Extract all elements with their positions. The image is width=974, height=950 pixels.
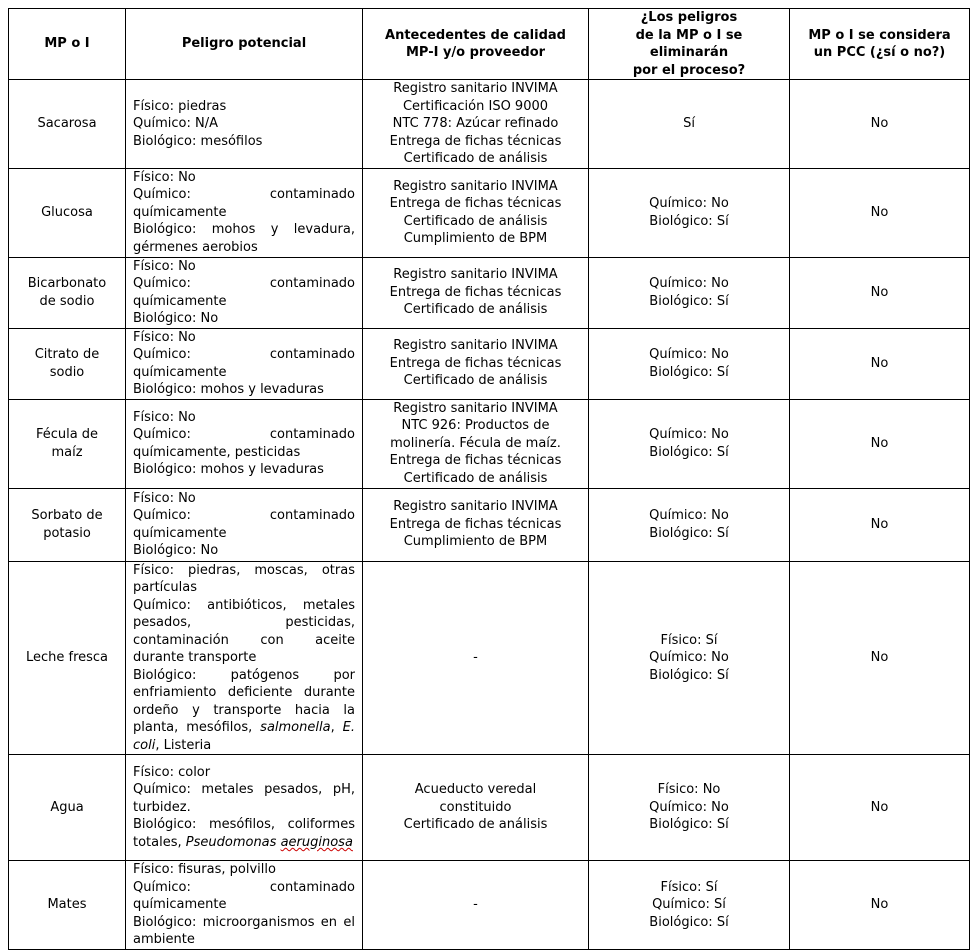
eliminated-cell: [589, 399, 790, 488]
quality-cell-line: Entrega de fichas técnicas: [389, 284, 562, 300]
quality-cell-line: Certificación ISO 9000: [402, 98, 549, 114]
hazard-text: Biológico: microorganismos en el ambiente: [133, 914, 355, 947]
material-cell: [9, 328, 126, 399]
hazard-cell: [126, 561, 363, 755]
hazard-cell: [126, 861, 363, 950]
hazard-item: [133, 816, 355, 851]
quality-cell-line: Registro sanitario INVIMA: [393, 400, 558, 416]
hazard-text: Químico: contaminado químicamente: [133, 879, 355, 912]
material-cell-line: Sorbato de: [31, 508, 103, 523]
material-cell-line: Fécula de: [35, 427, 99, 442]
eliminated-cell: [589, 861, 790, 950]
quality-cell-line: Certificado de análisis: [403, 151, 548, 166]
hazard-item: [133, 861, 355, 879]
hazard-text: Químico: contaminado químicamente: [133, 347, 355, 380]
quality-cell-line: Registro sanitario INVIMA: [393, 81, 558, 96]
material-cell-line: potasio: [43, 525, 91, 541]
hazard-item: [133, 781, 355, 816]
hazard-text: Físico: piedras: [133, 98, 227, 114]
header-hazards-eliminated: [589, 9, 790, 80]
header-line: de la MP o I se: [635, 27, 743, 43]
eliminated-cell-line: Físico: Sí: [660, 879, 718, 895]
hazard-item: [133, 764, 355, 782]
scientific-name: salmonella: [260, 720, 331, 735]
material-cell-line: maíz: [51, 444, 83, 460]
quality-cell-line: Registro sanitario INVIMA: [393, 178, 558, 194]
quality-cell-line: Registro sanitario INVIMA: [393, 499, 558, 515]
quality-cell: [363, 399, 589, 488]
quality-cell-line: Registro sanitario INVIMA: [393, 338, 558, 354]
quality-cell-line: Certificado de análisis: [403, 817, 548, 833]
eliminated-cell: [589, 328, 790, 399]
quality-cell: [363, 257, 589, 328]
hazard-text: Biológico: mesófilos, coliformes totales,: [133, 817, 355, 850]
table-row: [9, 399, 970, 488]
hazard-item: [133, 329, 355, 347]
scientific-name: Pseudomonas: [185, 834, 281, 850]
header-row: [9, 9, 970, 80]
hazard-text: Químico: contaminado químicamente, pesticidas: [133, 427, 355, 460]
material-cell-line: de sodio: [39, 293, 95, 309]
header-line: MP-I y/o proveedor: [405, 45, 546, 60]
hazard-text: Biológico: No: [133, 543, 219, 558]
hazard-item: [133, 221, 355, 256]
pcc-cell: No: [790, 328, 970, 399]
header-material: [9, 9, 126, 80]
hazard-item: [133, 346, 355, 381]
hazard-item: [133, 186, 355, 221]
hazard-text: Físico: No: [133, 258, 196, 274]
hazard-item: [133, 542, 355, 560]
quality-cell-line: Cumplimiento de BPM: [403, 534, 548, 550]
hazard-item: [133, 461, 355, 479]
hazard-text: Biológico: mesófilos: [133, 133, 263, 149]
quality-cell: [363, 168, 589, 257]
eliminated-cell-line: Biológico: Sí: [649, 444, 729, 460]
hazard-item: [133, 507, 355, 542]
quality-cell: [363, 80, 589, 169]
material-cell-line: sodio: [49, 364, 85, 380]
hazard-item: [133, 258, 355, 276]
hazard-text: Biológico: No: [133, 311, 219, 326]
pcc-cell: No: [790, 861, 970, 950]
material-cell-line: Bicarbonato: [27, 276, 107, 291]
eliminated-cell-line: Químico: No: [649, 799, 729, 815]
quality-cell-line: Registro sanitario INVIMA: [393, 267, 558, 283]
hazard-cell: [126, 168, 363, 257]
eliminated-cell: [589, 168, 790, 257]
eliminated-cell: [589, 488, 790, 561]
hazard-item: [133, 409, 355, 427]
pcc-cell: No: [790, 561, 970, 755]
eliminated-cell: [589, 80, 790, 169]
quality-cell-line: molinería. Fécula de maíz.: [390, 435, 561, 451]
quality-cell-line: Acueducto veredal: [414, 782, 537, 798]
hazard-text: , Listeria: [155, 737, 212, 753]
hazard-text: Físico: No: [133, 169, 196, 185]
table-row: [9, 80, 970, 169]
pcc-cell: No: [790, 80, 970, 169]
hazard-text: Químico: antibióticos, metales pesados, pesticidas, contaminación con aceite durante transporte: [133, 597, 355, 665]
hazard-cell: [126, 257, 363, 328]
material-cell-line: Agua: [50, 799, 84, 815]
quality-cell-line: -: [473, 650, 478, 665]
scientific-name: aeruginosa: [280, 834, 353, 850]
table-row: [9, 168, 970, 257]
material-cell-line: Sacarosa: [37, 116, 97, 131]
header-line: MP o I: [44, 36, 90, 52]
hazard-cell: [126, 80, 363, 169]
material-cell: [9, 561, 126, 755]
hazard-item: [133, 490, 355, 508]
hazard-text: Químico: metales pesados, pH, turbidez.: [133, 782, 355, 815]
hazard-item: [133, 115, 355, 133]
scientific-name: E. coli: [133, 720, 355, 753]
hazard-text: Biológico: mohos y levaduras: [133, 382, 324, 397]
material-cell: [9, 257, 126, 328]
quality-cell-line: Entrega de fichas técnicas: [389, 355, 562, 371]
eliminated-cell-line: Químico: No: [649, 196, 729, 211]
eliminated-cell-line: Biológico: Sí: [649, 667, 729, 683]
hazard-item: [133, 562, 355, 597]
hazard-text: Químico: N/A: [133, 116, 218, 131]
hazard-analysis-table: [8, 8, 970, 950]
quality-cell-line: Entrega de fichas técnicas: [389, 196, 562, 211]
hazard-item: [133, 169, 355, 187]
quality-cell: [363, 488, 589, 561]
hazard-item: [133, 381, 355, 399]
material-cell: [9, 80, 126, 169]
eliminated-cell-line: Químico: No: [649, 508, 729, 523]
pcc-cell: No: [790, 755, 970, 861]
eliminated-cell: [589, 755, 790, 861]
header-is-pcc: [790, 9, 970, 80]
hazard-cell: [126, 488, 363, 561]
eliminated-cell-line: Químico: No: [649, 427, 729, 442]
quality-cell-line: Cumplimiento de BPM: [403, 231, 548, 246]
material-cell-line: Leche fresca: [25, 650, 109, 665]
hazard-item: [133, 426, 355, 461]
hazard-text: Biológico: mohos y levaduras: [133, 462, 324, 477]
eliminated-cell-line: Químico: Sí: [652, 897, 726, 912]
header-line: MP o I se considera: [808, 27, 951, 43]
material-cell-line: Glucosa: [41, 204, 93, 220]
hazard-item: [133, 133, 355, 151]
hazard-text: Físico: No: [133, 329, 196, 345]
quality-cell-line: Certificado de análisis: [403, 470, 548, 486]
table-row: [9, 861, 970, 950]
eliminated-cell-line: Biológico: Sí: [649, 914, 729, 930]
eliminated-cell-line: Biológico: Sí: [649, 213, 729, 229]
hazard-item: [133, 914, 355, 949]
material-cell: [9, 168, 126, 257]
hazard-text: ,: [330, 720, 343, 735]
material-cell: [9, 755, 126, 861]
hazard-cell: [126, 328, 363, 399]
eliminated-cell-line: Químico: No: [649, 276, 729, 291]
material-cell: [9, 399, 126, 488]
quality-cell-line: NTC 926: Productos de: [401, 418, 550, 434]
hazard-item: [133, 275, 355, 310]
hazard-text: Físico: No: [133, 409, 196, 425]
quality-cell-line: Entrega de fichas técnicas: [389, 453, 562, 469]
hazard-cell: [126, 755, 363, 861]
eliminated-cell-line: Químico: No: [649, 650, 729, 665]
header-potential-hazard: [126, 9, 363, 80]
quality-cell: [363, 561, 589, 755]
hazard-text: Físico: fisuras, polvillo: [133, 862, 276, 877]
eliminated-cell: [589, 561, 790, 755]
quality-cell: [363, 755, 589, 861]
eliminated-cell-line: Químico: No: [649, 347, 729, 362]
material-cell-line: Citrato de: [34, 347, 100, 362]
hazard-text: Físico: No: [133, 490, 196, 506]
hazard-text: Biológico: patógenos por enfriamiento deficiente durante ordeño y transporte hacia la planta, mesófilos,: [133, 667, 355, 735]
header-quality-background: [363, 9, 589, 80]
header-line: Antecedentes de calidad: [385, 27, 566, 43]
quality-cell-line: Entrega de fichas técnicas: [389, 133, 562, 149]
pcc-cell: No: [790, 488, 970, 561]
eliminated-cell-line: Biológico: Sí: [649, 525, 729, 541]
quality-cell: [363, 328, 589, 399]
header-line: eliminarán: [649, 45, 729, 60]
hazard-item: [133, 597, 355, 667]
header-line: Peligro potencial: [181, 36, 307, 52]
hazard-text: Químico: contaminado químicamente: [133, 508, 355, 541]
eliminated-cell-line: Biológico: Sí: [649, 364, 729, 380]
pcc-cell: No: [790, 257, 970, 328]
hazard-item: [133, 879, 355, 914]
eliminated-cell-line: Biológico: Sí: [649, 293, 729, 309]
material-cell: [9, 488, 126, 561]
pcc-cell: No: [790, 168, 970, 257]
table-row: [9, 488, 970, 561]
quality-cell-line: Certificado de análisis: [403, 213, 548, 229]
material-cell: [9, 861, 126, 950]
header-line: por el proceso?: [632, 62, 746, 78]
eliminated-cell-line: Biológico: Sí: [649, 817, 729, 833]
hazard-item: [133, 98, 355, 116]
table-row: [9, 328, 970, 399]
hazard-text: Físico: piedras, moscas, otras partículas: [133, 562, 355, 595]
table-row: [9, 257, 970, 328]
hazard-item: [133, 310, 355, 328]
hazard-cell: [126, 399, 363, 488]
eliminated-cell-line: Sí: [683, 116, 695, 131]
quality-cell-line: Certificado de análisis: [403, 373, 548, 389]
header-line: ¿Los peligros: [640, 10, 738, 25]
pcc-cell: No: [790, 399, 970, 488]
quality-cell-line: -: [473, 897, 478, 912]
quality-cell-line: constituido: [439, 799, 512, 815]
material-cell-line: Mates: [47, 897, 87, 912]
hazard-text: Químico: contaminado químicamente: [133, 276, 355, 309]
eliminated-cell-line: Físico: Sí: [660, 632, 718, 648]
table-row: [9, 561, 970, 755]
quality-cell-line: Certificado de análisis: [403, 302, 548, 318]
hazard-text: Biológico: mohos y levadura, gérmenes aerobios: [133, 222, 355, 255]
quality-cell-line: NTC 778: Azúcar refinado: [392, 116, 559, 131]
hazard-item: [133, 667, 355, 755]
header-line: un PCC (¿sí o no?): [813, 45, 946, 60]
eliminated-cell-line: Físico: No: [657, 782, 721, 798]
quality-cell: [363, 861, 589, 950]
hazard-text: Químico: contaminado químicamente: [133, 187, 355, 220]
hazard-text: Físico: color: [133, 764, 211, 780]
table-row: [9, 755, 970, 861]
quality-cell-line: Entrega de fichas técnicas: [389, 516, 562, 532]
eliminated-cell: [589, 257, 790, 328]
